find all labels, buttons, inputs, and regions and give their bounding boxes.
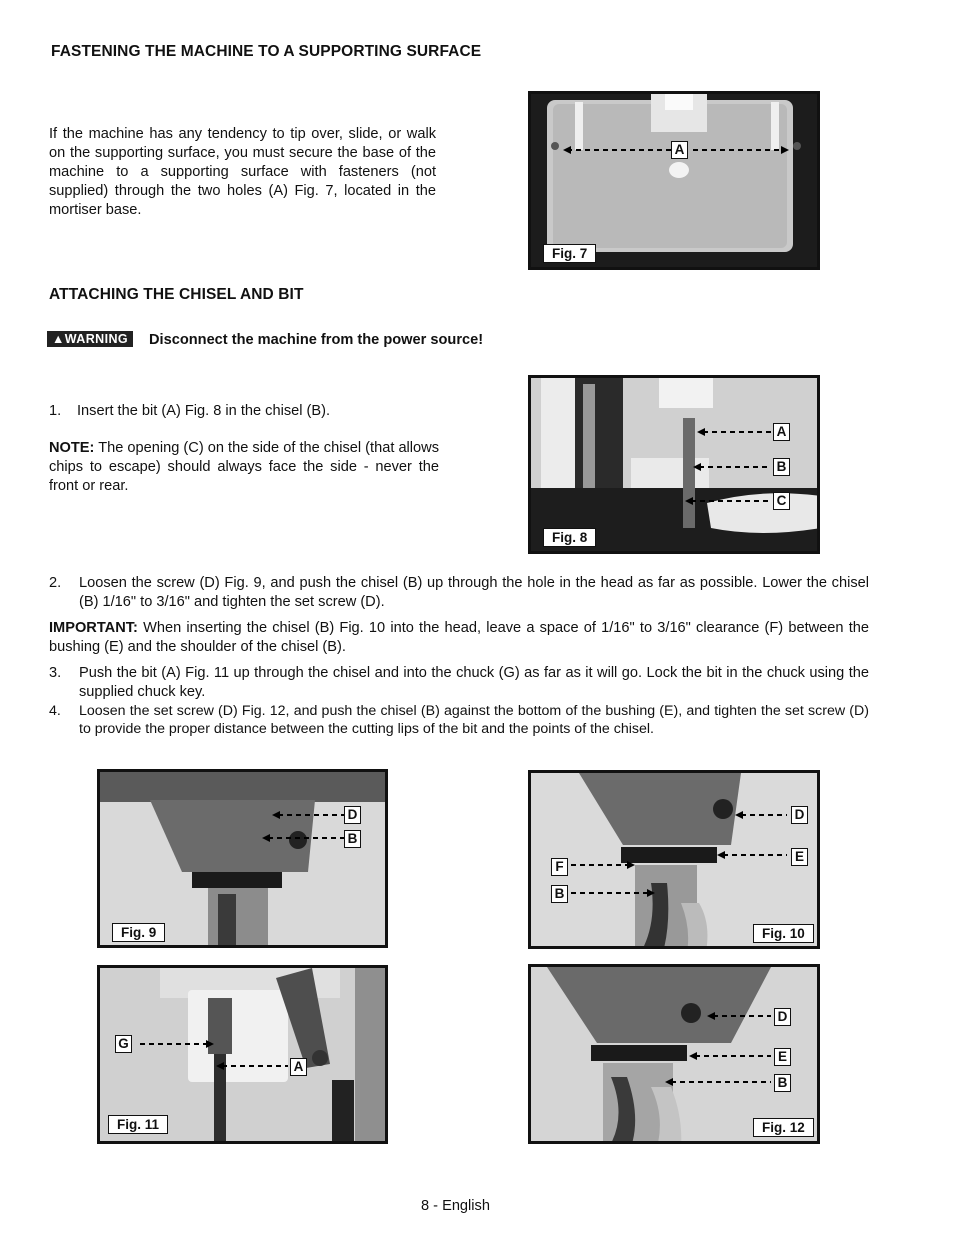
fig10-illustration bbox=[531, 773, 820, 949]
fig11-callout-g: G bbox=[115, 1035, 132, 1053]
warning-triangle-icon: ▲ bbox=[52, 332, 65, 346]
fig8-callout-a: A bbox=[773, 423, 790, 441]
fig12-callout-e: E bbox=[774, 1048, 791, 1066]
fig12-label: Fig. 12 bbox=[753, 1118, 814, 1137]
fig7-label: Fig. 7 bbox=[543, 244, 596, 263]
figure-12 bbox=[528, 964, 820, 1144]
fig10-callout-d: D bbox=[791, 806, 808, 824]
step2-text: Loosen the screw (D) Fig. 9, and push the chisel (B) up through the hole in the head as far as possible. Lower the chisel (B) 1/16" to 3/16" and tighten the set screw (D). bbox=[79, 575, 869, 610]
fig12-callout-b: B bbox=[774, 1074, 791, 1092]
fig9-callout-b: B bbox=[344, 830, 361, 848]
figure-8 bbox=[528, 375, 820, 554]
figure-7 bbox=[528, 91, 820, 270]
important-label: IMPORTANT: bbox=[49, 620, 138, 636]
step4-number: 4. bbox=[49, 703, 61, 719]
step4-text: Loosen the set screw (D) Fig. 12, and push the chisel (B) against the bottom of the bushing (E), and tighten the set screw (D) to provide the proper distance between the cutting lips of the bit and the points of the chisel. bbox=[79, 703, 869, 737]
important-paragraph bbox=[49, 619, 869, 657]
fig10-callout-b: B bbox=[551, 885, 568, 903]
step1-block bbox=[49, 402, 439, 496]
warning-text: Disconnect the machine from the power source! bbox=[149, 332, 484, 348]
step3-number: 3. bbox=[49, 665, 62, 681]
fastening-paragraph: If the machine has any tendency to tip over, slide, or walk on the supporting surface, you must secure the base of the machine to a supporting surface with fasteners (not supplied) through the two holes (A) Fig. 7, located in the mortiser base. bbox=[49, 126, 436, 218]
fig8-label: Fig. 8 bbox=[543, 528, 596, 547]
figure-10 bbox=[528, 770, 820, 949]
fig9-label: Fig. 9 bbox=[112, 923, 165, 942]
step1-number: 1. bbox=[49, 403, 62, 419]
important-text: When inserting the chisel (B) Fig. 10 into the head, leave a space of 1/16" to 3/16" clearance (F) between the bushing (E) and the shoulder of the chisel (B). bbox=[49, 620, 869, 655]
warning-badge bbox=[47, 331, 133, 347]
note-text: The opening (C) on the side of the chisel (that allows chips to escape) should always face the side - never the front or rear. bbox=[49, 440, 439, 494]
fig12-callout-d: D bbox=[774, 1008, 791, 1026]
section-heading-attaching: ATTACHING THE CHISEL AND BIT bbox=[49, 286, 304, 303]
note-label: NOTE: bbox=[49, 440, 95, 456]
fig10-callout-f: F bbox=[551, 858, 568, 876]
figure-9 bbox=[97, 769, 388, 948]
fig10-label: Fig. 10 bbox=[753, 924, 814, 943]
fig7-callout-a: A bbox=[671, 141, 688, 159]
fig9-callout-d: D bbox=[344, 806, 361, 824]
fig10-callout-e: E bbox=[791, 848, 808, 866]
fig9-illustration bbox=[100, 772, 388, 948]
step-4 bbox=[49, 702, 869, 738]
figure-11 bbox=[97, 965, 388, 1144]
step-2 bbox=[49, 574, 869, 612]
steps-list bbox=[49, 574, 869, 738]
page-number: 8 - English bbox=[421, 1198, 490, 1214]
step-3 bbox=[49, 664, 869, 702]
section-heading-fastening: FASTENING THE MACHINE TO A SUPPORTING SURFACE bbox=[51, 43, 482, 60]
fig8-callout-c: C bbox=[773, 492, 790, 510]
step3-text: Push the bit (A) Fig. 11 up through the chisel and into the chuck (G) as far as it will go. Lock the bit in the chuck using the supplied chuck key. bbox=[79, 665, 869, 700]
note-paragraph bbox=[49, 439, 439, 496]
fig11-label: Fig. 11 bbox=[108, 1115, 168, 1134]
step1-text: Insert the bit (A) Fig. 8 in the chisel (B). bbox=[77, 403, 331, 419]
fig11-callout-a: A bbox=[290, 1058, 307, 1076]
warning-badge-label: WARNING bbox=[64, 332, 128, 346]
fig8-callout-b: B bbox=[773, 458, 790, 476]
step2-number: 2. bbox=[49, 575, 62, 591]
